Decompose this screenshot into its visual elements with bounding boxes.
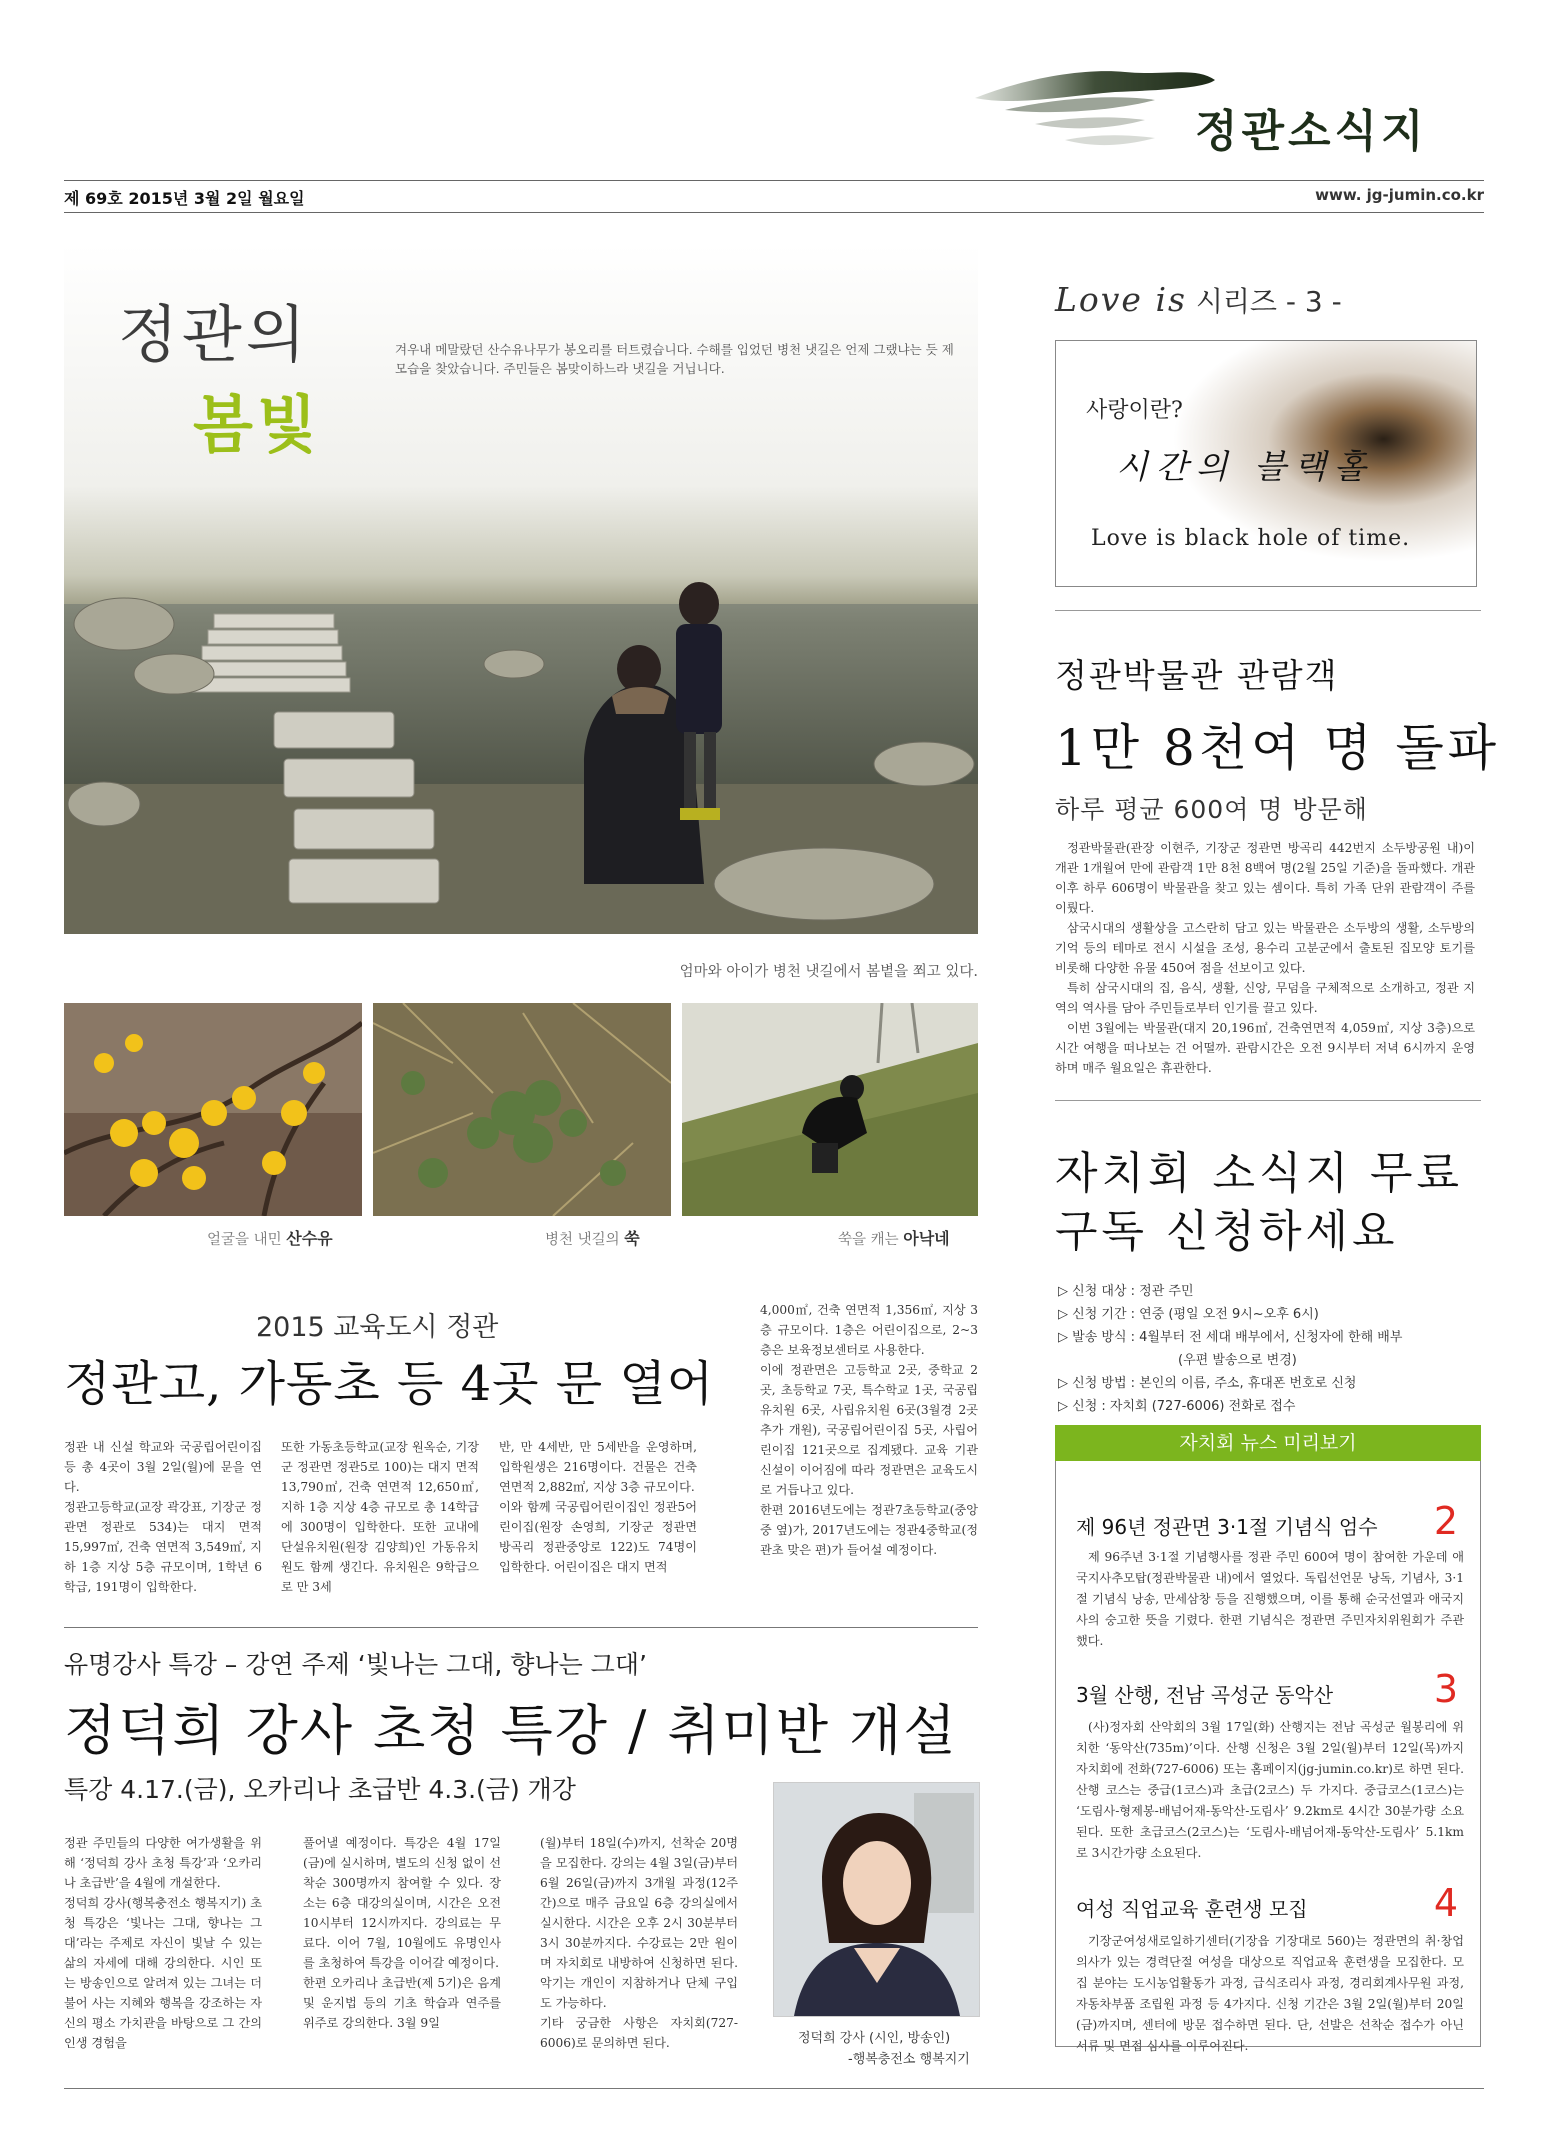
preview-item-page: 4	[1433, 1881, 1458, 1925]
museum-paragraph: 이번 3월에는 박물관(대지 20,196㎡, 건축연면적 4,059㎡, 지상 3층)으로 시간 여행을 떠나보는 건 어떨까. 관람시간은 오전 9시부터 저녁 6시까지 운영하며 매주 월요일은 휴관한다.	[1055, 1021, 1475, 1075]
education-col-4: 4,000㎡, 건축 연면적 1,356㎡, 지상 3층 규모이다. 1층은 어린이집으로, 2~3층은 보육정보센터로 사용한다. 이에 정관면은 고등학교 2곳, 중학교 2곳, 초등학교 7곳, 특수학교 1곳, 국공립유치원 6곳, 사립유치원 6곳(3월경 2곳 추가 개원), 국공립어린이집 5곳, 사립어린이집 121곳으로 집계됐다. 교육 기관 신설이 이어짐에 따라 정관면은 교육도시로 거듭나고 있다. 한편 2016년도에는 정관7초등학교(중앙중 옆)가, 2017년도에는 정관4중학교(정관초 맞은 편)가 들어설 예정이다.	[760, 1303, 978, 1557]
lecture-kicker: 유명강사 특강 – 강연 주제 ‘빛나는 그대, 향나는 그대’	[64, 1650, 647, 1679]
subscribe-item: ▷ 신청 대상 : 정관 주민	[1058, 1280, 1402, 1303]
news-preview-box	[1055, 1461, 1481, 2053]
spring-intro-text: 겨우내 메말랐던 산수유나무가 봉오리를 터트렸습니다. 수해를 입었던 병천 냇길은 언제 그랬냐는 듯 제 모습을 찾았습니다. 주민들은 봄맞이하느라 냇길을 거닙니다.	[395, 342, 954, 376]
photo-ssuk	[373, 1003, 671, 1216]
spring-title-line1: 정관의	[118, 298, 310, 371]
lecture-col-3: (월)부터 18일(수)까지, 선착순 20명을 모집한다. 강의는 4월 3일(금)부터 6월 26일(금)까지 3개월 과정(12주간)으로 매주 금요일 6층 강의실에서 실시한다. 시간은 오후 2시 30분부터 3시 30분까지다. 수강료는 2만 원이며 자치회로 내방하여 신청하면 된다. 악기는 개인이 지참하거나 단체 구입도 가능하다. 기타 궁금한 사항은 자치회(727-6006)로 문의하면 된다.	[540, 1836, 738, 2050]
subscribe-list	[1058, 1280, 1402, 1418]
portrait-caption-title: -행복충전소 행복지기	[848, 2052, 970, 2067]
museum-paragraph: 정관박물관(관장 이현주, 기장군 정관면 방곡리 442번지 소두방공원 내)이 개관 1개월여 만에 관람객 1만 8천 8백여 명(2월 25일 기준)을 돌파했다. 개관 이후 하루 606명이 박물관을 찾고 있는 셈이다. 특히 가족 단위 관람객이 주를 이뤘다.	[1055, 841, 1475, 915]
issue-date: 제 69호 2015년 3월 2일 월요일	[64, 189, 305, 208]
museum-headline: 1만 8천여 명 돌파	[1055, 719, 1501, 777]
photo-caption-anakne: 쑥을 캐는 아낙네	[838, 1229, 950, 1248]
site-url[interactable]: www. jg-jumin.co.kr	[1315, 186, 1484, 204]
museum-kicker: 정관박물관 관람객	[1055, 656, 1339, 695]
spring-title-line2: 봄빛	[193, 388, 321, 461]
education-col-2: 또한 가동초등학교(교장 원옥순, 기장군 정관면 정관5로 100)는 대지 면적 13,790㎡, 건축 연면적 12,650㎡, 지하 1층 지상 4층 규모로 총 14학급에 300명이 입학한다. 또한 교내에 단설유치원(원장 김양희)인 가동유치원도 함께 생긴다. 유치원은 9학급으로 만 3세	[281, 1440, 479, 1594]
masthead-title: 정관소식지	[1195, 106, 1428, 157]
lecture-col-2: 풀어낼 예정이다. 특강은 4월 17일(금)에 실시하며, 별도의 신청 없이 선착순 300명까지 참여할 수 있다. 장소는 6층 대강의실이며, 시간은 오전 10시부터 12시까지다. 강의료는 무료다. 이어 7월, 10월에도 유명인사를 초청하여 특강을 이어갈 예정이다. 한편 오카리나 초급반(제 5기)은 음계 및 운지법 등의 기초 학습과 연주를 위주로 강의한다. 3월 9일	[303, 1836, 501, 2030]
love-series-box	[1055, 340, 1477, 587]
portrait-caption-name: 정덕희 강사 (시인, 방송인)	[798, 2031, 951, 2046]
photo-caption-sansuyu: 얼굴을 내민 산수유	[207, 1229, 333, 1248]
preview-item-page: 2	[1433, 1499, 1458, 1543]
preview-item-title[interactable]: 3월 산행, 전남 곡성군 동악산	[1076, 1683, 1334, 1707]
preview-item-body: 기장군여성새로일하기센터(기장읍 기장대로 560)는 정관면의 취·창업의사가 있는 경력단절 여성을 대상으로 직업교육 훈련생을 모집한다. 모집 분야는 도시농업활동가 과정, 급식조리사 과정, 경리회계사무원 과정, 자동차부품 조립원 과정 등 4가지다. 신청 기간은 3월 2일(월)부터 20일(금)까지며, 센터에 방문 접수하면 된다. 단, 선발은 선착순 접수가 아닌 서류 및 면접 심사를 이루어진다.	[1076, 1934, 1464, 2053]
love-series-title: Love is 시리즈 - 3 -	[1055, 280, 1342, 319]
header-rule-bottom	[64, 212, 1484, 213]
sidebar-divider-1	[1055, 610, 1481, 611]
subscribe-item: ▷ 신청 : 자치회 (727-6006) 전화로 접수	[1058, 1395, 1402, 1418]
museum-body	[1055, 838, 1475, 1078]
museum-paragraph: 삼국시대의 생활상을 고스란히 담고 있는 박물관은 소두방의 생활, 소두방의 기억 등의 테마로 전시 시설을 조성, 용수리 고분군에서 출토된 집모양 토기를 비롯해 다양한 유물 450여 점을 선보이고 있다.	[1055, 921, 1475, 975]
love-question: 사랑이란?	[1086, 398, 1183, 423]
section-divider	[64, 1627, 978, 1628]
lecturer-portrait	[773, 1782, 980, 2017]
preview-item-title[interactable]: 제 96년 정관면 3·1절 기념식 엄수	[1076, 1515, 1378, 1539]
museum-paragraph: 특히 삼국시대의 집, 음식, 생활, 신앙, 무덤을 구체적으로 소개하고, 정관 지역의 역사를 담아 주민들로부터 인기를 끌고 있다.	[1055, 981, 1475, 1015]
spring-photo-caption: 엄마와 아이가 병천 냇길에서 봄볕을 쬐고 있다.	[679, 964, 978, 980]
lecture-col-1: 정관 주민들의 다양한 여가생활을 위해 ‘정덕희 강사 초청 특강’과 ‘오카리나 초급반’을 4월에 개설한다. 정덕희 강사(행복충전소 행복지기) 초청 특강은 ‘빛나는 그대, 향나는 그대’라는 주제로 자신이 빛날 수 있는 삶의 자세에 대해 강의한다. 시인 또는 방송인으로 알려져 있는 그녀는 더불어 사는 지혜와 행복을 강조하는 자신의 평소 가치관을 바탕으로 그 간의 인생 경험을	[64, 1836, 262, 2050]
love-answer-korean: 시간의 블랙홀	[1116, 447, 1374, 486]
subscribe-item-note: (우편 발송으로 변경)	[1178, 1353, 1297, 1368]
love-answer-english: Love is black hole of time.	[1091, 526, 1411, 551]
lecture-headline: 정덕희 강사 초청 특강 / 취미반 개설	[64, 1699, 958, 1762]
header-rule-top	[64, 180, 1484, 181]
preview-item-page: 3	[1433, 1667, 1458, 1711]
lecture-subtitle: 특강 4.17.(금), 오카리나 초급반 4.3.(금) 개강	[64, 1775, 576, 1804]
subscribe-item: ▷ 발송 방식 : 4월부터 전 세대 배부에서, 신청자에 한해 배부	[1058, 1326, 1402, 1349]
preview-item-title[interactable]: 여성 직업교육 훈련생 모집	[1076, 1897, 1308, 1921]
preview-item-body: (사)정자회 산악회의 3월 17일(화) 산행지는 전남 곡성군 월봉리에 위치한 ‘동악산(735m)’이다. 산행 신청은 3월 2일(월)부터 12일(목)까지 자치회에 전화(727-6006) 또는 홈페이지(jg-jumin.co.kr)로 하면 된다. 산행 코스는 중급(1코스)과 초급(2코스) 두 가지다. 중급코스(1코스)는 ‘도림사-형제봉-배넘어재-동악산-도림사’ 9.2km로 4시간 30분가량 소요된다. 또한 초급코스(2코스)는 ‘도림사-배넘어재-동악산-도림사’ 5.1km로 3시간가량 소요된다.	[1076, 1720, 1464, 1860]
subscribe-item: ▷ 신청 방법 : 본인의 이름, 주소, 휴대폰 번호로 신청	[1058, 1372, 1402, 1395]
preview-item-body: 제 96주년 3·1절 기념행사를 정관 주민 600여 명이 참여한 가운데 애국지사추모탑(정관박물관 내)에서 열었다. 독립선언문 낭독, 기념사, 3·1절 기념식 낭송, 만세삼창 등을 진행했으며, 이를 통해 순국선열과 애국지사의 숭고한 뜻을 기렸다. 한편 기념식은 정관면 주민자치위원회가 주관했다.	[1076, 1550, 1464, 1648]
education-kicker: 2015 교육도시 정관	[256, 1312, 499, 1343]
education-headline: 정관고, 가동초 등 4곳 문 열어	[64, 1356, 715, 1412]
photo-anakne	[682, 1003, 978, 1216]
education-col-1: 정관 내 신설 학교와 국공립어린이집 등 총 4곳이 3월 2일(월)에 문을 연다. 정관고등학교(교장 곽강표, 기장군 정관면 정관로 534)는 대지 면적 15,997㎡, 건축 연면적 3,549㎡, 지하 1층 지상 5층 규모이며, 1학년 6학급, 191명이 입학한다.	[64, 1440, 262, 1594]
news-preview-header: 자치회 뉴스 미리보기	[1055, 1425, 1481, 1461]
photo-sansuyu	[64, 1003, 362, 1216]
education-col-3: 반, 만 4세반, 만 5세반을 운영하며, 입학원생은 216명이다. 건물은 건축 연면적 2,882㎡, 지상 3층 규모이다. 이와 함께 국공립어린이집인 정관5어린이집(원장 손영희, 기장군 정관면 방곡리 정관중앙로 122)도 74명이 입학한다. 어린이집은 대지 면적	[499, 1440, 697, 1574]
subscribe-item: ▷ 신청 기간 : 연중 (평일 오전 9시~오후 6시)	[1058, 1303, 1402, 1326]
photo-caption-ssuk: 병천 냇길의 쑥	[545, 1229, 640, 1248]
subscribe-headline: 자치회 소식지 무료 구독 신청하세요	[1055, 1148, 1464, 1257]
museum-subtitle: 하루 평균 600여 명 방문해	[1055, 795, 1368, 824]
page-bottom-rule	[64, 2088, 1484, 2089]
sidebar-divider-2	[1055, 1100, 1481, 1101]
